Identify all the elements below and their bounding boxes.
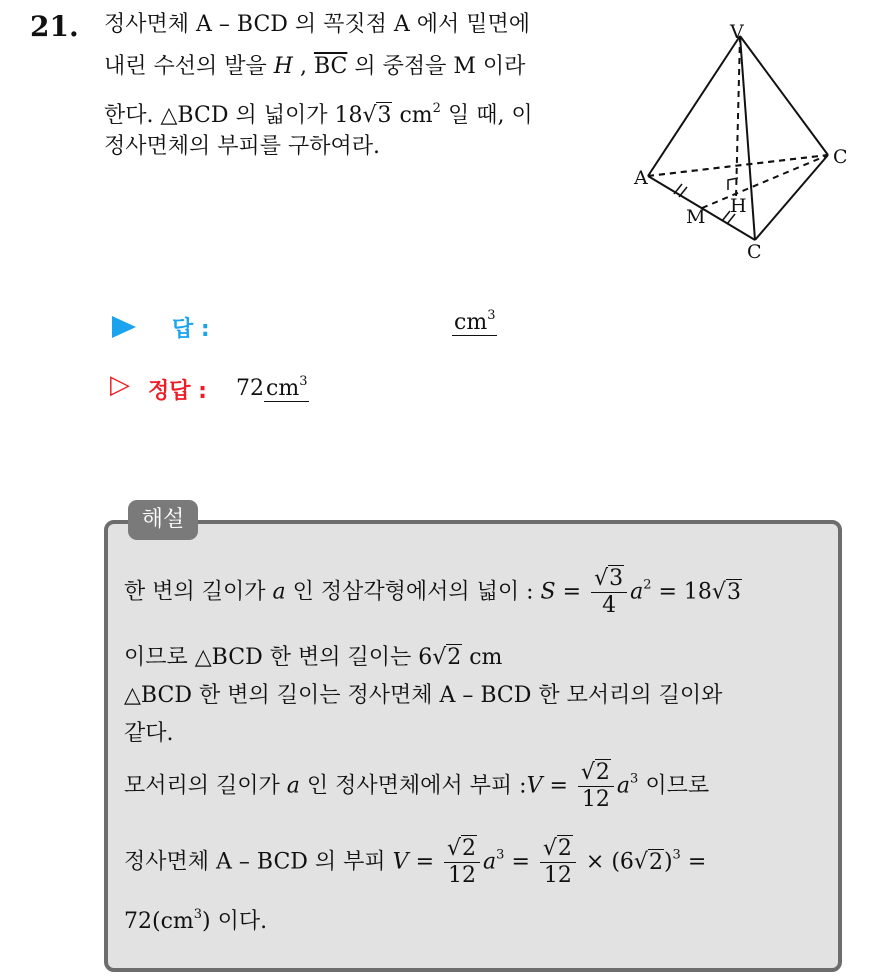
solution-tag: 해설 [128,500,198,540]
point-h: H [273,54,293,79]
edge-cright-cbottom [755,155,828,240]
fraction-sqrt3-over-4: $\frac{√3}{4}$ [591,566,627,619]
solution-line-4: 같다. [124,721,174,746]
label-a: A [634,167,648,189]
solution-line-7: $72(cm^3)$ 이다. [124,907,268,934]
segment-bc: $\overline{BC}$ [313,54,348,79]
tick-3 [722,211,730,221]
label-v: V [730,21,744,43]
question-line-4: 정사면체의 부피를 구하여라. [104,134,381,159]
solution-line-6: 정사면체 A – BCD 의 부피 V = $\frac{√2}{12}$ $a^3$ = $\frac{√2}{12}$ × $(6√2)^3$ = [124,836,707,888]
label-c-right: C [833,146,848,168]
tetrahedron-figure [630,18,860,268]
sqrt-3: √3 [362,103,392,128]
question-line-2: 내린 수선의 발을 H , $\overline{BC}$ 의 중점을 M 이라 [104,54,526,79]
edge-va [648,36,740,176]
solution-line-2: 이므로 △BCD 한 변의 길이는 6√2 cm [124,645,503,670]
median-m [702,155,828,208]
question-number: 21. [30,10,79,43]
hidden-line [648,155,828,176]
question-line-3: 한다. △BCD 의 넓이가 18√3 $cm^2$ 일 때, 이 [104,101,533,128]
tick-1 [674,184,682,194]
label-h: H [730,195,747,217]
solution-line-3: △BCD 한 변의 길이는 정사면체 A – BCD 한 모서리의 길이와 [124,683,723,708]
altitude-vh [736,36,740,198]
answer-label: 답 : [172,317,210,342]
solution-line-5: 모서리의 길이가 a 인 정사면체에서 부피 :V = $\frac{√2}{12}$ $a^3$ 이므로 [124,760,710,812]
edge-vc-right [740,36,828,155]
label-m: M [686,206,706,228]
label-c-bottom: C [747,241,762,263]
solution-line-1: 한 변의 길이가 a 인 정삼각형에서의 넓이 : S = $\frac{√3}{4}$ $a^2 = 18√3$ [124,566,741,618]
correct-answer-label: 정답 : [148,379,207,404]
tick-2 [679,187,687,197]
correct-marker-icon: ▷ [110,370,130,400]
answer-unit: $cm^3$ [454,308,496,335]
question-line-1: 정사면체 A – BCD 의 꼭짓점 A 에서 밑면에 [104,12,531,37]
answer-marker-icon [112,316,136,338]
correct-answer-value: $72cm^3$ [236,374,308,401]
